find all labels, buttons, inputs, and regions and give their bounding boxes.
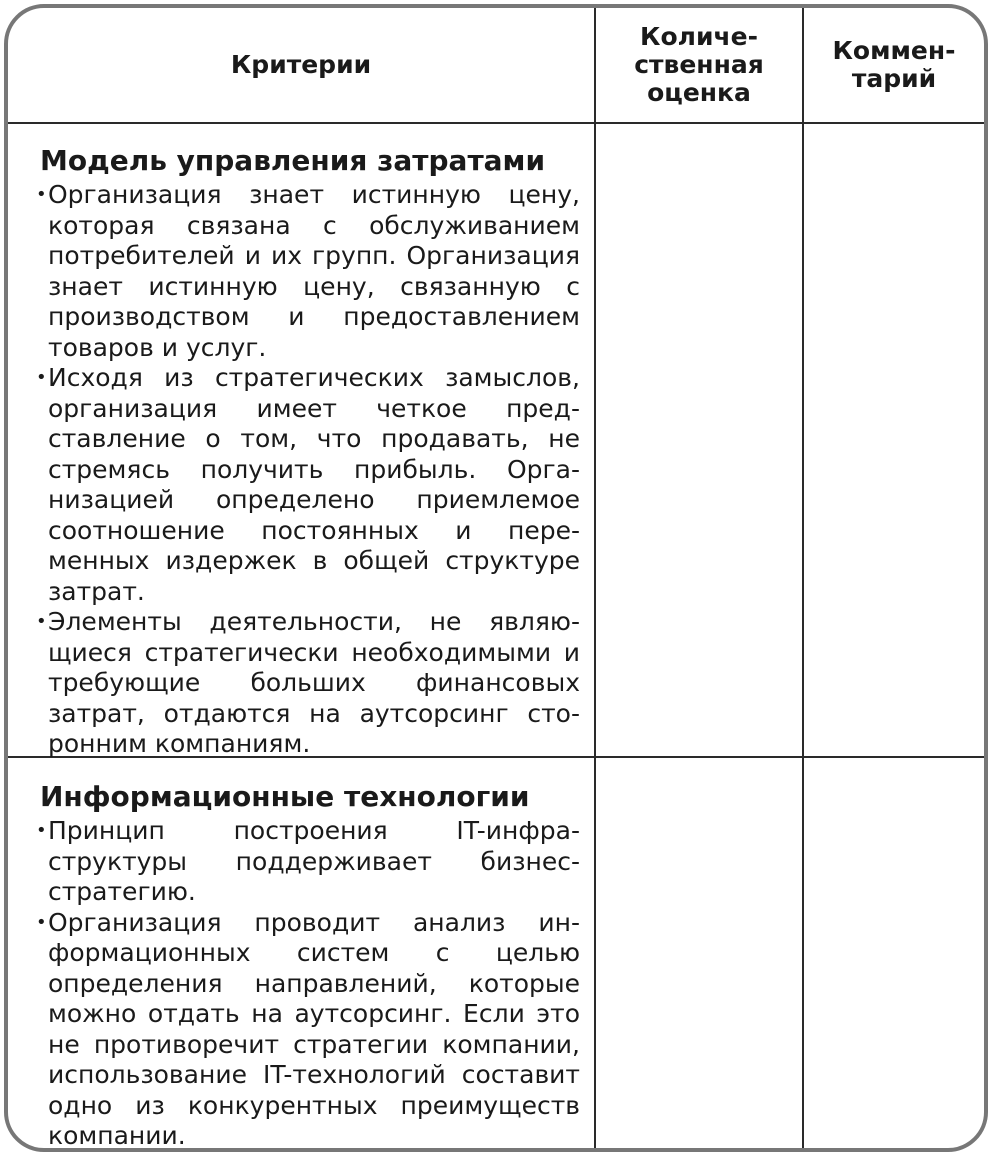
section-title: Информационные технологии (40, 780, 530, 813)
list-item: • Элементы деятельности, не являющиеся стратегически необходимыми и требующие больших финансовых затрат, отдаются на аутсорсинг сторонним компаниям. (36, 607, 580, 760)
table-row-cost-management (36, 144, 580, 760)
header-score: Количе- ственная оценка (634, 22, 764, 107)
criteria-table (4, 4, 988, 1152)
list-item: • Принцип построения IT-инфраструктуры поддерживает бизнес-стратегию. (36, 816, 580, 908)
list-item: • Исходя из стратегических замыслов, организация имеет четкое представление о том, что продавать, не стремясь получить прибыль. Организацией определено приемлемое соотношение постоянных и переменных издержек в общей структуре затрат. (36, 363, 580, 607)
header-criteria: Критерии (230, 50, 372, 79)
header-comment: Коммен- тарий (832, 36, 956, 93)
section-title: Модель управления затратами (40, 144, 546, 177)
bullet-list (36, 180, 580, 760)
bullet-list (36, 816, 580, 1152)
list-item: • Организация знает истинную цену, которая связана с обслуживанием потребителей и их групп. Организация знает истинную цену, связанную с производством и предоставлением товаров и услуг. (36, 180, 580, 363)
table-row-information-technology (36, 780, 580, 1152)
column-divider (594, 8, 596, 1148)
column-divider (802, 8, 804, 1148)
list-item: • Организация проводит анализ информационных систем с целью определения направлений, которые можно отдать на аутсорсинг. Если это не противоречит стратегии компании, использование IT-технологий составит одно из конкурентных преимуществ компании. (36, 908, 580, 1152)
row-divider (8, 122, 984, 124)
